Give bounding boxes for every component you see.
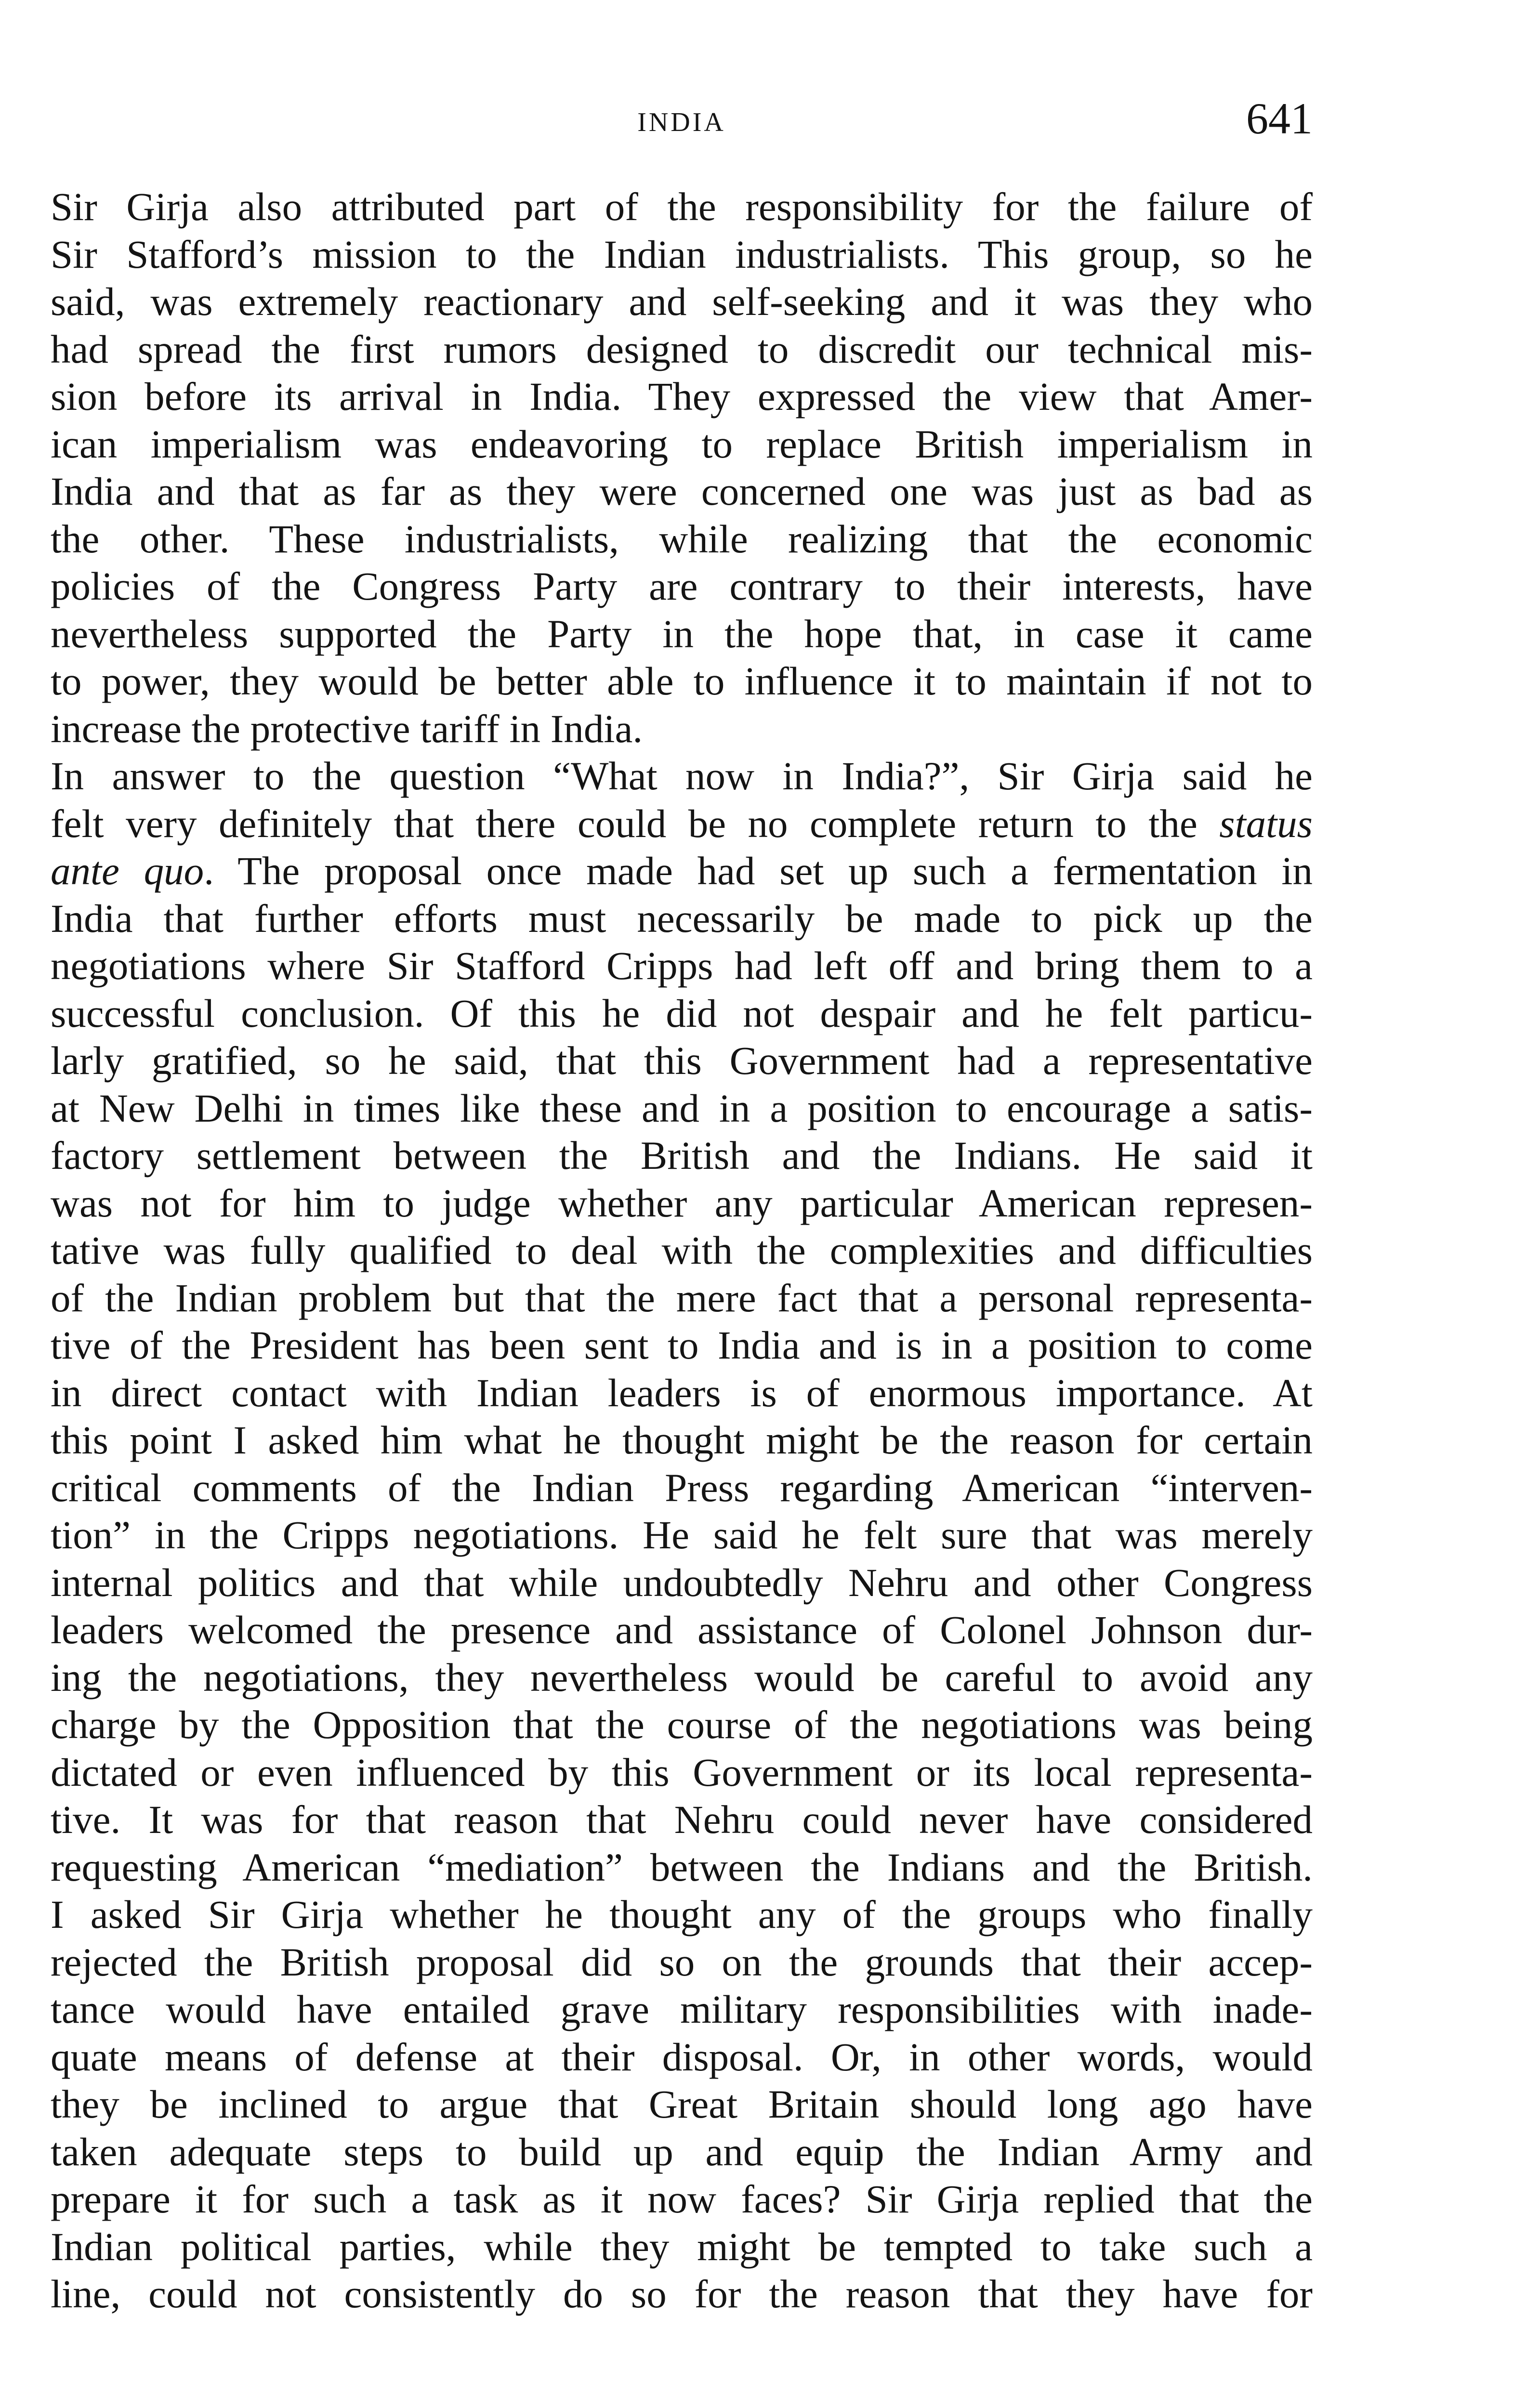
text-line: tive of the President has been sent to India and is in a position to come <box>51 1323 1313 1367</box>
running-title: INDIA <box>637 107 726 137</box>
text-line: quate means of defense at their disposal. Or, in other words, would <box>51 2034 1313 2079</box>
page-number: 641 <box>1246 94 1313 143</box>
text-line: at New Delhi in times like these and in a position to encourage a satis- <box>51 1086 1313 1130</box>
text-line: had spread the first rumors designed to discredit our technical mis- <box>51 327 1313 371</box>
paragraph-3 <box>51 1891 1313 2318</box>
text-line: policies of the Congress Party are contrary to their interests, have <box>51 564 1313 608</box>
text-line: nevertheless supported the Party in the hope that, in case it came <box>51 611 1313 656</box>
text-line: factory settlement between the British and the Indians. He said it <box>51 1133 1313 1178</box>
text-line: said, was extremely reactionary and self-seeking and it was they who <box>51 279 1313 324</box>
text-line: rejected the British proposal did so on the grounds that their accep- <box>51 1939 1313 1984</box>
text-line: larly gratified, so he said, that this Government had a representative <box>51 1038 1313 1083</box>
paragraph-2 <box>51 752 1313 1891</box>
text-line: ante quo. The proposal once made had set up such a fermentation in <box>51 849 1313 893</box>
text-line: Indian political parties, while they might be tempted to take such a <box>51 2224 1313 2269</box>
text-line: line, could not consistently do so for the reason that they have for <box>51 2272 1313 2316</box>
text-line: they be inclined to argue that Great Britain should long ago have <box>51 2082 1313 2126</box>
text-line: sion before its arrival in India. They expressed the view that Amer- <box>51 374 1313 419</box>
text-line: increase the protective tariff in India. <box>51 706 643 751</box>
paragraph-1 <box>51 183 1313 752</box>
text-line: taken adequate steps to build up and equip the Indian Army and <box>51 2129 1313 2174</box>
text-line: India and that as far as they were concerned one was just as bad as <box>51 469 1313 513</box>
text-line: tance would have entailed grave military responsibilities with inade- <box>51 1987 1313 2031</box>
text-line: felt very definitely that there could be no complete return to the status <box>51 801 1313 846</box>
text-line: of the Indian problem but that the mere fact that a personal representa- <box>51 1275 1313 1320</box>
text-line: dictated or even influenced by this Government or its local representa- <box>51 1750 1313 1794</box>
running-header <box>51 96 1313 144</box>
text-line: in direct contact with Indian leaders is of enormous importance. At <box>51 1370 1313 1415</box>
text-line: requesting American “mediation” between the Indians and the British. <box>51 1845 1313 1889</box>
text-line: this point I asked him what he thought might be the reason for certain <box>51 1418 1313 1462</box>
text-line: internal politics and that while undoubtedly Nehru and other Congress <box>51 1560 1313 1605</box>
text-line: India that further efforts must necessarily be made to pick up the <box>51 896 1313 941</box>
text-line: leaders welcomed the presence and assistance of Colonel Johnson dur- <box>51 1608 1313 1652</box>
text-line: to power, they would be better able to influence it to maintain if not to <box>51 659 1313 703</box>
text-line: Sir Girja also attributed part of the responsibility for the failure of <box>51 184 1313 229</box>
text-line: ing the negotiations, they nevertheless would be careful to avoid any <box>51 1655 1313 1700</box>
text-line: was not for him to judge whether any particular American represen- <box>51 1180 1313 1225</box>
text-line: tion” in the Cripps negotiations. He said he felt sure that was merely <box>51 1513 1313 1557</box>
text-line: negotiations where Sir Stafford Cripps had left off and bring them to a <box>51 943 1313 988</box>
text-line: ican imperialism was endeavoring to replace British imperialism in <box>51 421 1313 466</box>
text-line: In answer to the question “What now in India?”, Sir Girja said he <box>51 754 1313 798</box>
text-line: prepare it for such a task as it now faces? Sir Girja replied that the <box>51 2177 1313 2221</box>
body-text <box>51 183 1313 2318</box>
text-line: charge by the Opposition that the course of the negotiations was being <box>51 1702 1313 1747</box>
text-line: successful conclusion. Of this he did not despair and he felt particu- <box>51 991 1313 1035</box>
text-line: I asked Sir Girja whether he thought any of the groups who finally <box>51 1892 1313 1937</box>
text-line: tive. It was for that reason that Nehru could never have considered <box>51 1797 1313 1842</box>
text-line: Sir Stafford’s mission to the Indian industrialists. This group, so he <box>51 232 1313 276</box>
text-line: tative was fully qualified to deal with the complexities and difficulties <box>51 1228 1313 1272</box>
text-line: the other. These industrialists, while realizing that the economic <box>51 516 1313 561</box>
text-line: critical comments of the Indian Press regarding American “interven- <box>51 1465 1313 1510</box>
